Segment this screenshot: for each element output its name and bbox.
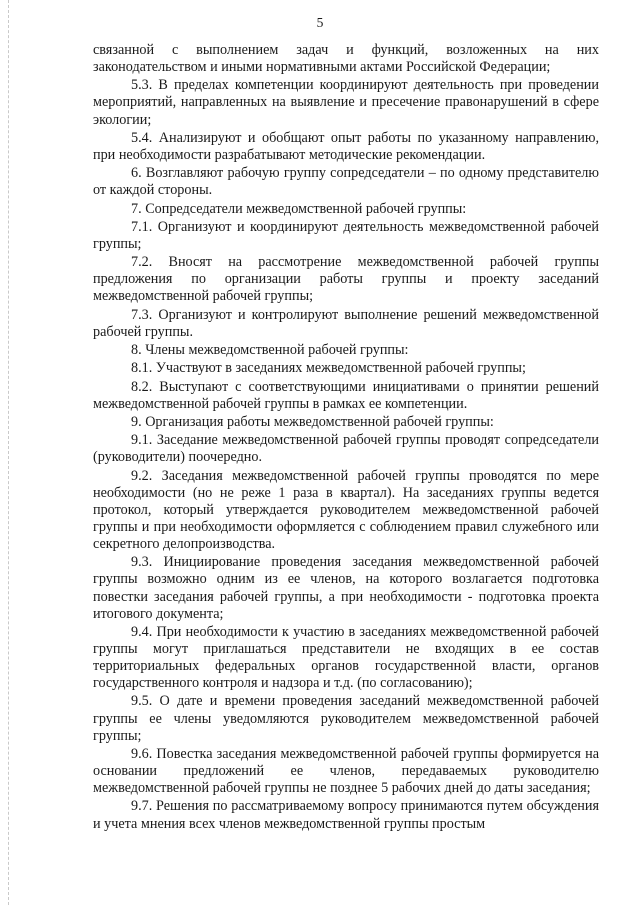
paragraph-7-1: 7.1. Организуют и координируют деятельность межведомственной рабочей группы; [93,218,599,252]
paragraph-8: 8. Члены межведомственной рабочей группы: [131,342,409,359]
paragraph-9-4: 9.4. При необходимости к участию в заседаниях межведомственной рабочей группы могут приглашаться представители не входящих в ее состав территориальных федеральных органов государственной власти, органов государственного контроля и надзора и т.д. (по согласованию); [93,623,599,692]
paragraph-5-4: 5.4. Анализируют и обобщают опыт работы по указанному направлению, при необходимости разрабатывают методические рекомендации. [93,129,599,163]
paragraph-9-1: 9.1. Заседание межведомственной рабочей группы проводят сопредседатели (руководители) поочередно. [93,432,599,466]
paragraph-9-2: 9.2. Заседания межведомственной рабочей группы проводятся по мере необходимости (но не реже 1 раза в квартал). На заседаниях группы ведется протокол, который утверждается руководителем межведомственной рабочей группы и при необходимости оформляется с соблюдением правил служебного или секретного делопроизводства. [93,467,599,553]
paragraph-9-7: 9.7. Решения по рассматриваемому вопросу принимаются путем обсуждения и учета мнения всех членов межведомственной группы простым [93,798,599,832]
document-body [93,42,599,834]
paragraph-7-3: 7.3. Организуют и контролируют выполнение решений межведомственной рабочей группы. [93,306,599,340]
page-number: 5 [316,15,324,30]
paragraph-5-3: 5.3. В пределах компетенции координируют деятельность при проведении мероприятий, направленных на выявление и пресечение правонарушений в сфере экологии; [93,77,599,128]
paragraph-9-6: 9.6. Повестка заседания межведомственной рабочей группы формируется на основании предложений ее членов, передаваемых руководителю межведомственной рабочей группы не позднее 5 рабочих дней до даты заседания; [93,745,599,797]
paragraph-6: 6. Возглавляют рабочую группу сопредседатели – по одному представителю от каждой стороны. [93,165,599,199]
paragraph-8-2: 8.2. Выступают с соответствующими инициативами о принятии решений межведомственной рабочей группы в рамках ее компетенции. [93,378,599,412]
paragraph-continuation: связанной с выполнением задач и функций, возложенных на них законодательством и иными нормативными актами Российской Федерации; [93,42,599,76]
paragraph-9-5: 9.5. О дате и времени проведения заседаний межведомственной рабочей группы ее члены уведомляются руководителем межведомственной рабочей группы; [93,693,599,744]
scan-edge-line [8,0,9,905]
paragraph-9: 9. Организация работы межведомственной рабочей группы: [131,414,494,431]
paragraph-9-3: 9.3. Инициирование проведения заседания межведомственной рабочей группы возможно одним из ее членов, на которого возлагается подготовка повестки заседания рабочей группы, а при необходимости - подготовка проекта итогового документа; [93,554,599,622]
paragraph-7: 7. Сопредседатели межведомственной рабочей группы: [131,200,467,217]
paragraph-7-2: 7.2. Вносят на рассмотрение межведомственной рабочей группы предложения по организации работы группы и проекту заседаний межведомственной рабочей группы; [93,254,599,305]
paragraph-8-1: 8.1. Участвуют в заседаниях межведомственной рабочей группы; [131,360,526,377]
